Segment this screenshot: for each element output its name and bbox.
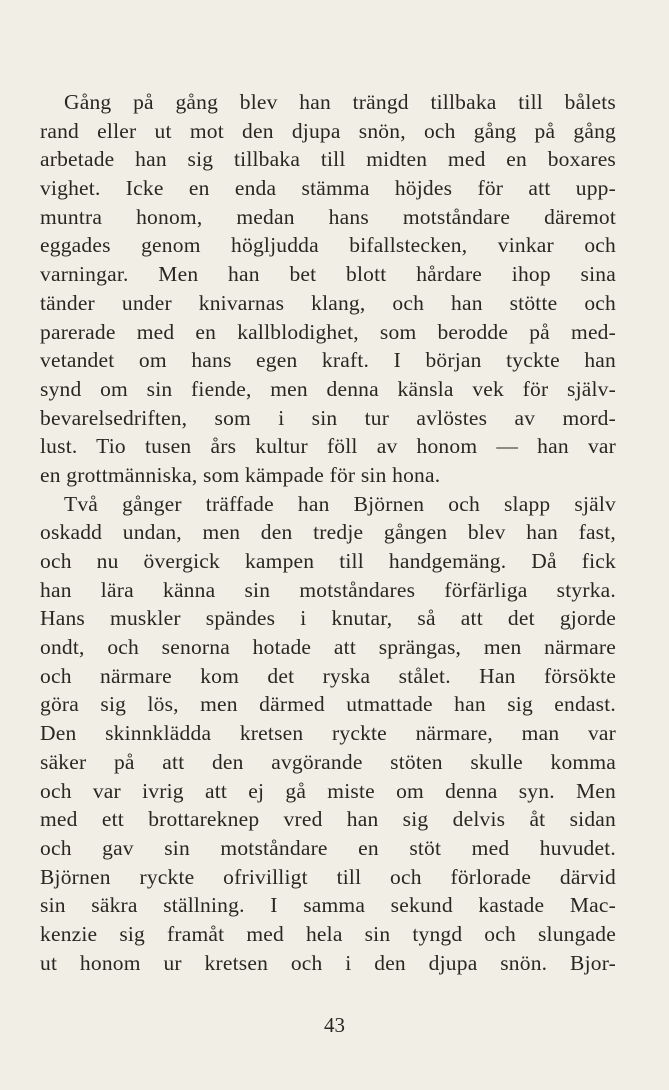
text-line: kenzie sig framåt med hela sin tyngd och slungade: [40, 921, 616, 946]
text-line: sin säkra ställning. I samma sekund kastade Mac-: [40, 893, 616, 918]
text-line: vighet. Icke en enda stämma höjdes för att upp-: [40, 176, 616, 201]
text-line: en grottmänniska, som kämpade för sin hona.: [40, 462, 441, 487]
body-text: [40, 88, 616, 977]
text-line: och närmare kom det ryska stålet. Han försökte: [40, 663, 616, 688]
text-line: rand eller ut mot den djupa snön, och gång på gång: [40, 118, 616, 143]
text-line: muntra honom, medan hans motståndare däremot: [40, 204, 616, 229]
page-number: 43: [324, 1013, 345, 1037]
text-line: med ett brottareknep vred han sig delvis åt sidan: [40, 807, 616, 832]
text-line: ondt, och senorna hotade att sprängas, men närmare: [40, 635, 616, 660]
text-line: han lära känna sin motståndares förfärliga styrka.: [40, 577, 616, 602]
text-line: synd om sin fiende, men denna känsla vek för själv-: [40, 376, 616, 401]
text-line: lust. Tio tusen års kultur föll av honom — han var: [40, 434, 616, 459]
text-line: Den skinnklädda kretsen ryckte närmare, man var: [40, 721, 616, 746]
text-line: Gång på gång blev han trängd tillbaka till bålets: [64, 90, 616, 114]
text-line: säker på att den avgörande stöten skulle komma: [40, 749, 616, 774]
text-line: varningar. Men han bet blott hårdare ihop sina: [40, 262, 616, 287]
text-line: göra sig lös, men därmed utmattade han sig endast.: [40, 692, 616, 717]
text-line: parerade med en kallblodighet, som berodde på med-: [40, 319, 616, 344]
text-line: vetandet om hans egen kraft. I början tyckte han: [40, 348, 616, 373]
text-line: tänder under knivarnas klang, och han stötte och: [40, 290, 616, 315]
text-line: oskadd undan, men den tredje gången blev han fast,: [40, 520, 616, 545]
text-line: arbetade han sig tillbaka till midten med en boxares: [40, 147, 616, 172]
text-line: bevarelsedriften, som i sin tur avlöstes av mord-: [40, 405, 616, 430]
text-line: eggades genom högljudda bifallstecken, vinkar och: [40, 233, 616, 258]
text-line: Björnen ryckte ofrivilligt till och förlorade därvid: [40, 864, 616, 889]
text-line: och nu övergick kampen till handgemäng. Då fick: [40, 549, 616, 573]
text-line: Hans muskler spändes i knutar, så att det gjorde: [40, 606, 616, 631]
text-line: Två gånger träffade han Björnen och slapp själv: [64, 491, 616, 516]
text-line: och gav sin motståndare en stöt med huvudet.: [40, 835, 616, 860]
text-line: och var ivrig att ej gå miste om denna syn. Men: [40, 778, 616, 803]
text-line: ut honom ur kretsen och i den djupa snön. Bjor-: [40, 950, 616, 975]
